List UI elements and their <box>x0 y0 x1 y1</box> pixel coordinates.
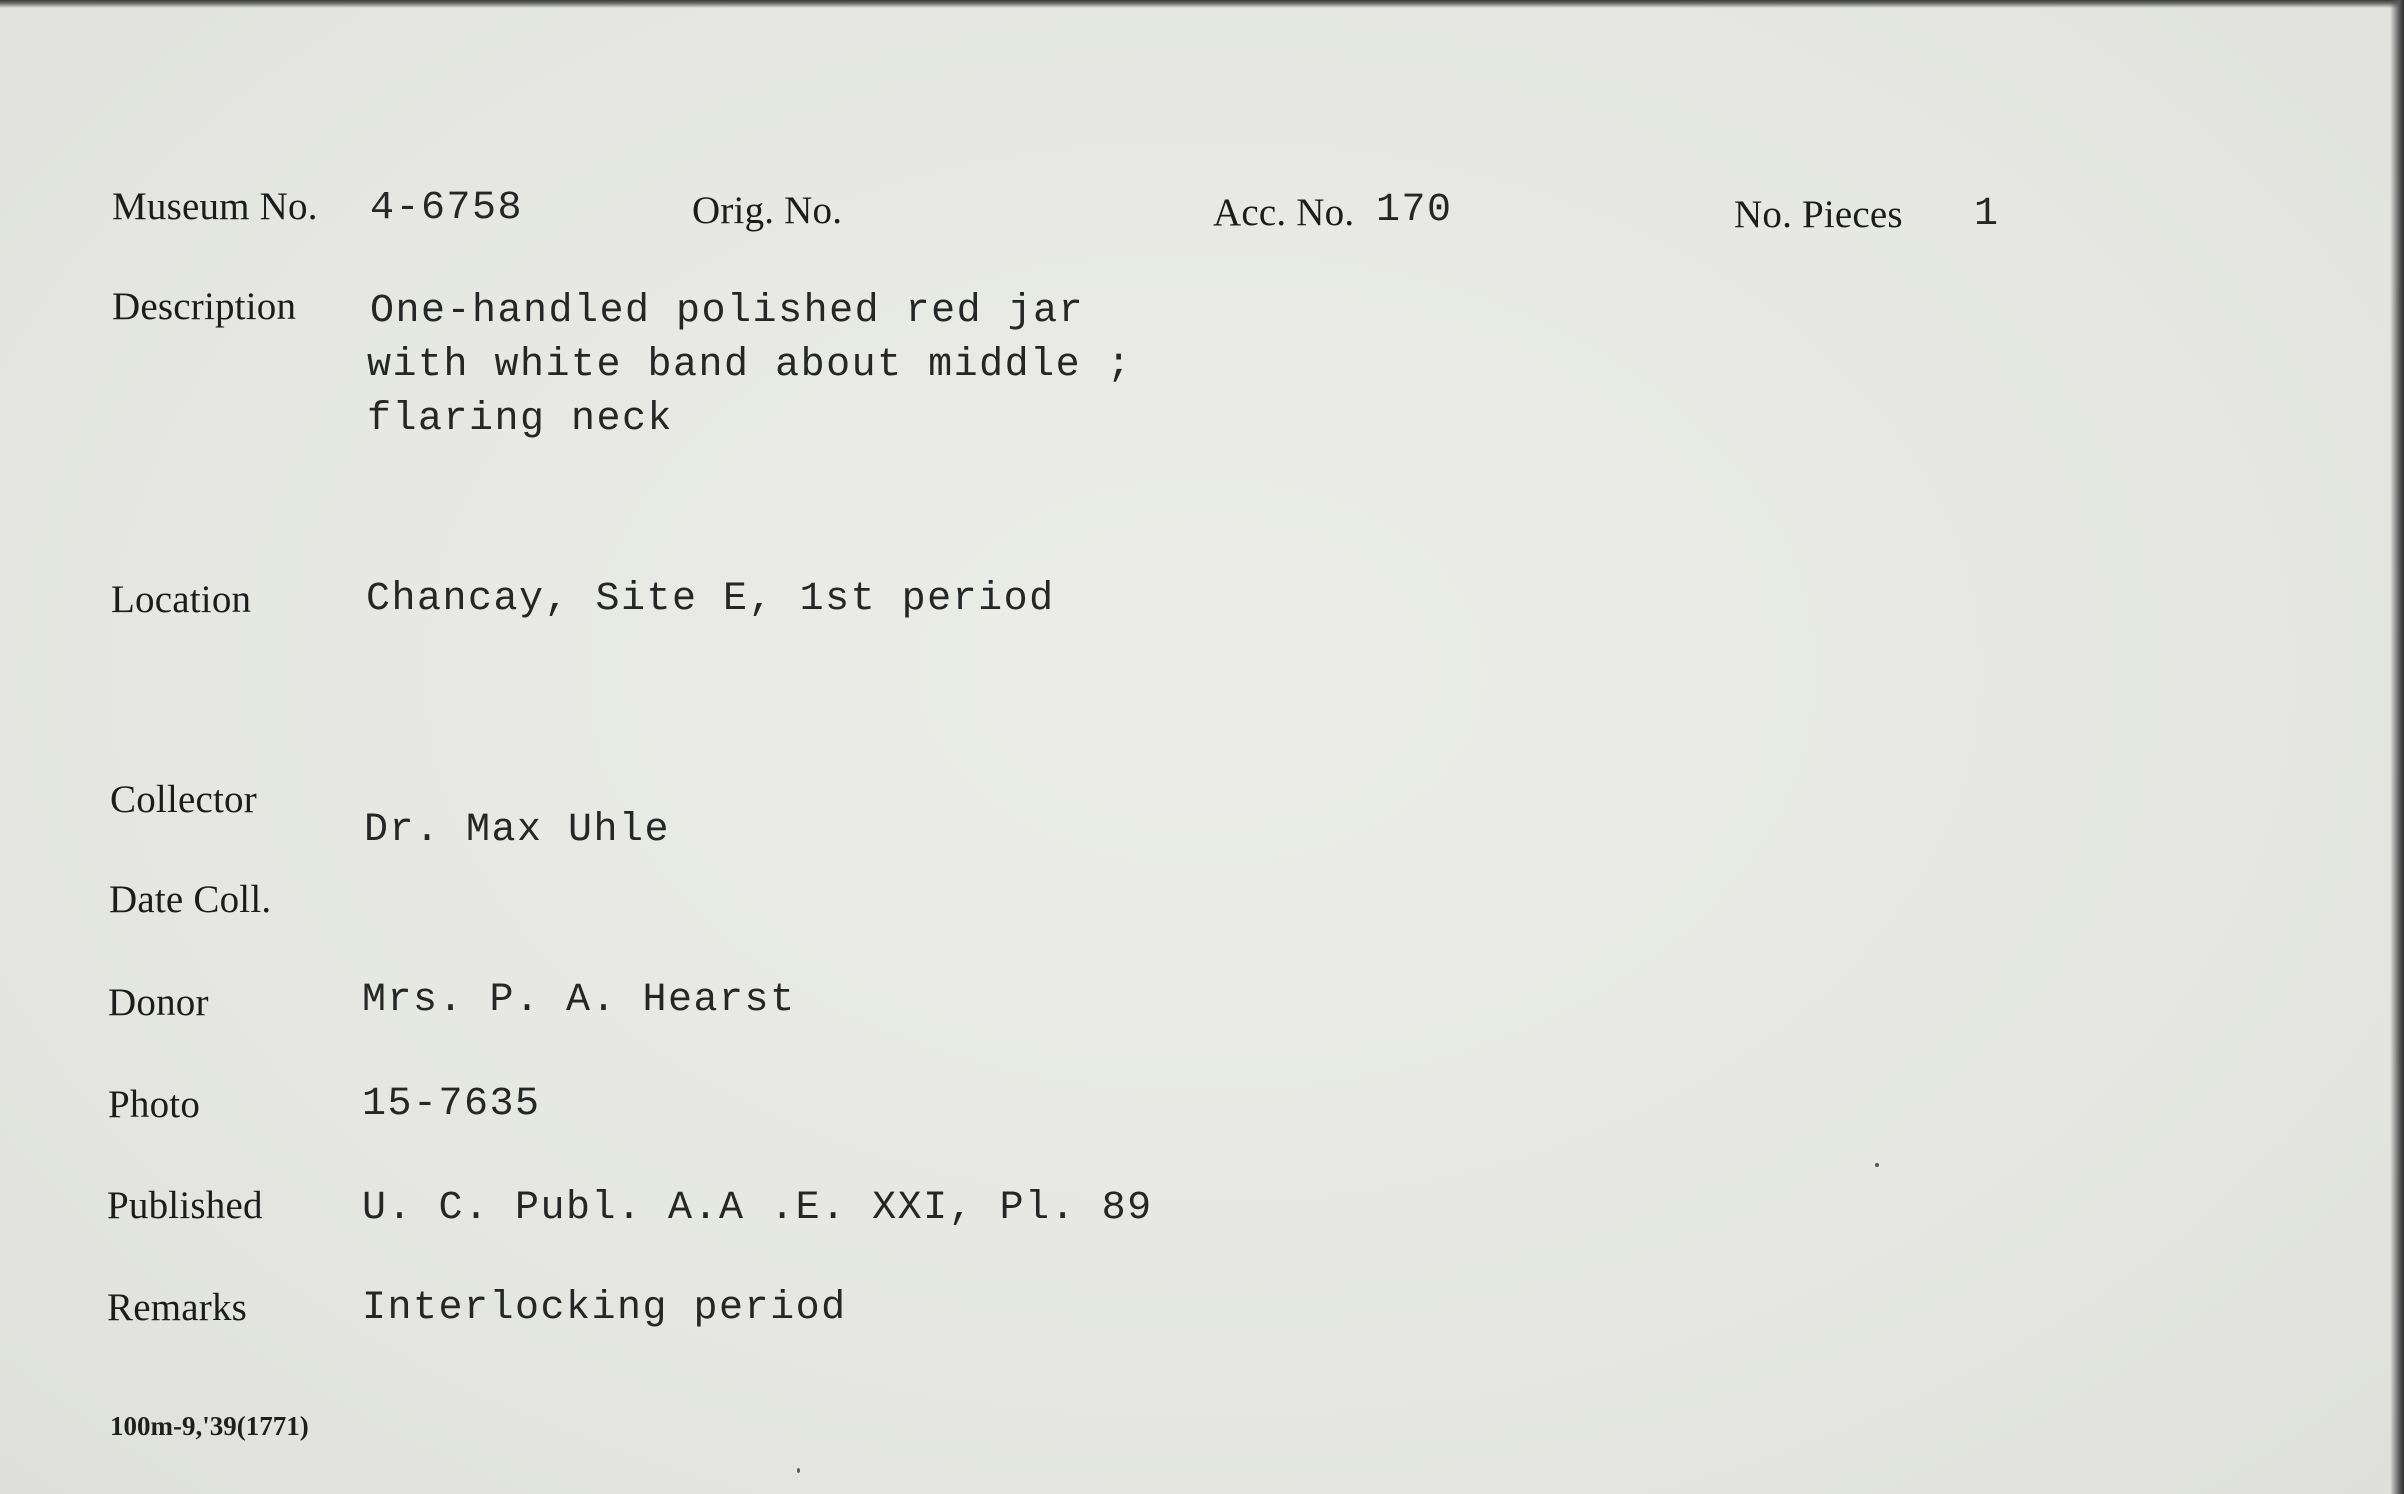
museum-no-value: 4-6758 <box>370 186 524 231</box>
date-coll-label: Date Coll. <box>109 878 272 921</box>
photo-value: 15-7635 <box>362 1082 541 1127</box>
donor-label: Donor <box>108 981 209 1024</box>
acc-no-label: Acc. No. <box>1213 191 1355 234</box>
description-label: Description <box>112 285 297 328</box>
location-label: Location <box>111 578 252 621</box>
print-code: 100m-9,'39(1771) <box>110 1411 309 1441</box>
donor-value: Mrs. P. A. Hearst <box>362 978 796 1023</box>
paper-speck <box>797 1468 800 1473</box>
published-value: U. C. Publ. A.A .E. XXI, Pl. 89 <box>362 1186 1153 1231</box>
acc-no-value: 170 <box>1376 188 1453 233</box>
paper-speck <box>1875 1163 1879 1167</box>
collector-value: Dr. Max Uhle <box>364 808 671 853</box>
collector-label: Collector <box>110 778 257 821</box>
no-pieces-label: No. Pieces <box>1734 193 1903 236</box>
remarks-value: Interlocking period <box>362 1286 847 1331</box>
no-pieces-value: 1 <box>1974 192 2000 237</box>
remarks-label: Remarks <box>107 1286 248 1329</box>
description-line: One-handled polished red jar <box>370 289 1085 334</box>
description-value <box>367 285 1133 447</box>
description-line: with white band about middle ; <box>367 343 1133 388</box>
published-label: Published <box>107 1184 263 1227</box>
orig-no-label: Orig. No. <box>692 189 843 232</box>
description-line: flaring neck <box>367 397 674 442</box>
museum-no-label: Museum No. <box>112 185 318 228</box>
photo-label: Photo <box>108 1083 201 1126</box>
location-value: Chancay, Site E, 1st period <box>366 577 1055 622</box>
